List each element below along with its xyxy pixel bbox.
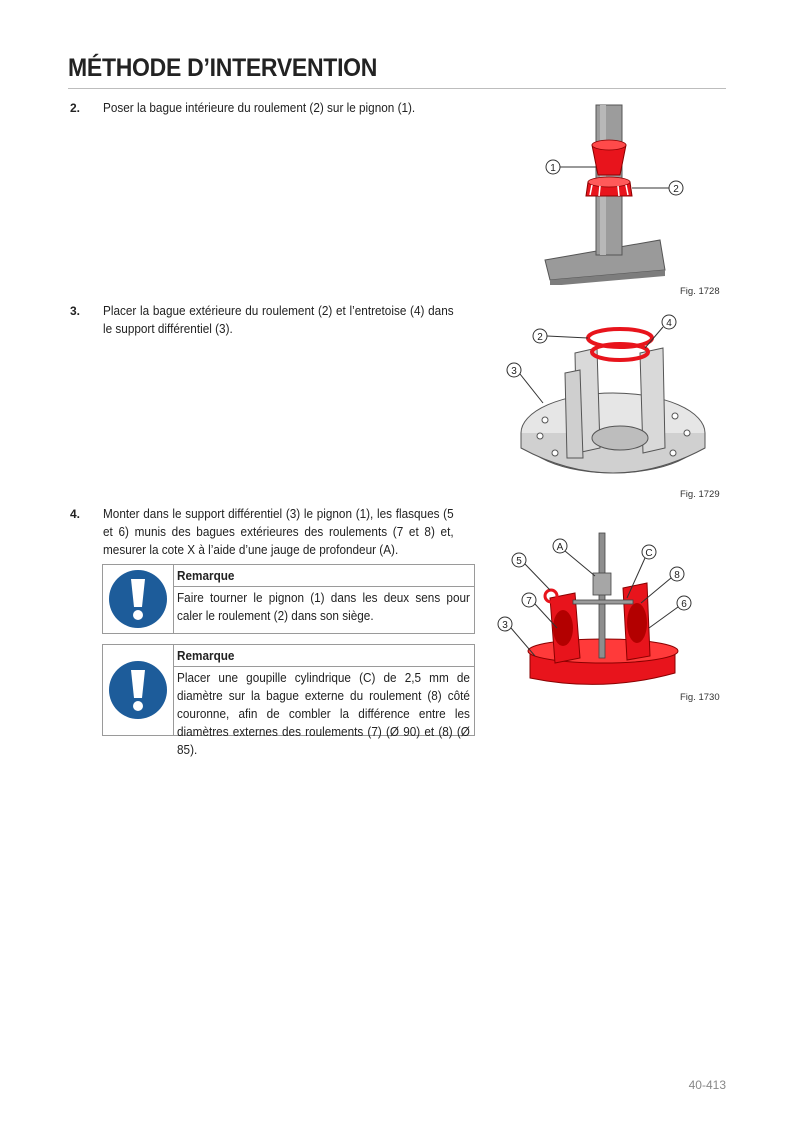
title-divider [68, 88, 726, 89]
svg-text:5: 5 [516, 556, 522, 567]
note-divider [174, 586, 474, 587]
step-number-4: 4. [70, 507, 81, 521]
note-divider [174, 666, 474, 667]
exclamation-icon [109, 570, 167, 628]
svg-text:8: 8 [674, 570, 680, 581]
svg-text:A: A [556, 542, 564, 553]
figure-1728-illustration [540, 100, 720, 285]
figure-1730-illustration [495, 528, 720, 693]
svg-text:2: 2 [673, 184, 679, 195]
svg-text:4: 4 [666, 318, 672, 329]
figure-label-1730: Fig. 1730 [680, 692, 720, 703]
note-body [174, 565, 474, 633]
note-box-1 [102, 564, 475, 634]
step-text-3: Placer la bague extérieure du roulement (2) et l’entretoise (4) dans le support différentiel (3). [103, 304, 454, 336]
svg-text:3: 3 [511, 366, 517, 377]
step-text-4: Monter dans le support différentiel (3) le pignon (1), les flasques (5 et 6) munis des bagues extérieures des roulements (7 et 8) et, mesurer la cote X à l’aide d’une jauge de profondeur (A). [103, 507, 454, 557]
exclamation-icon [109, 661, 167, 719]
page-number: 40-413 [688, 1078, 726, 1092]
note-text: Faire tourner le pignon (1) dans les deux sens pour caler le roulement (2) dans son siège. [177, 591, 470, 623]
step-text-2: Poser la bague intérieure du roulement (2) sur le pignon (1). [103, 101, 416, 115]
figure-label-1728: Fig. 1728 [680, 286, 720, 297]
figure-1729-illustration [505, 308, 720, 488]
svg-text:3: 3 [502, 620, 508, 631]
note-box-2 [102, 644, 475, 757]
step-number-2: 2. [70, 101, 81, 115]
figure-label-1729: Fig. 1729 [680, 489, 720, 500]
note-text: Placer une goupille cylindrique (C) de 2,5 mm de diamètre sur la bague externe du roulement (8) côté couronne, afin de combler la différence entre les diamètres externes des roulements (7) (Ø 90) et (8) (Ø 85). [177, 671, 470, 757]
note-title: Remarque [177, 649, 235, 663]
svg-text:1: 1 [550, 163, 556, 174]
svg-text:6: 6 [681, 599, 687, 610]
svg-text:2: 2 [537, 332, 543, 343]
step-number-3: 3. [70, 304, 81, 318]
note-icon-cell [103, 645, 174, 735]
svg-text:7: 7 [526, 596, 532, 607]
page-title: MÉTHODE D’INTERVENTION [68, 54, 378, 82]
note-icon-cell [103, 565, 174, 633]
svg-text:C: C [645, 548, 653, 559]
note-title: Remarque [177, 569, 235, 583]
note-body [174, 645, 474, 757]
